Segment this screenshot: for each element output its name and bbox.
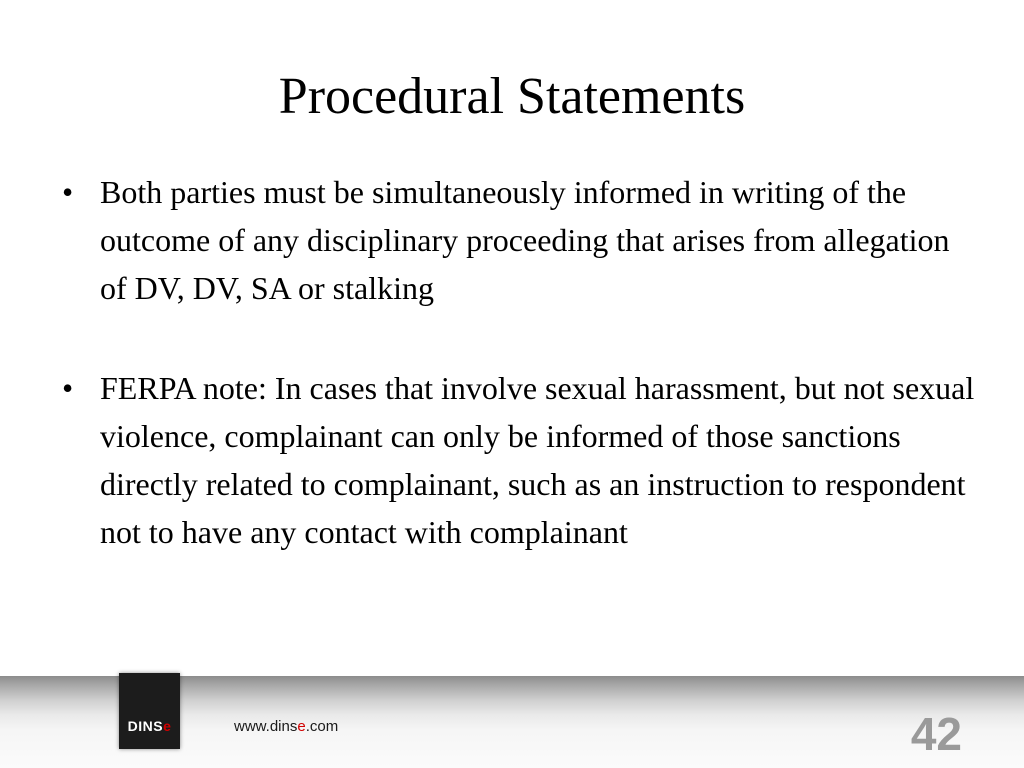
slide-title: Procedural Statements — [278, 68, 746, 125]
bullet-icon: • — [62, 370, 74, 406]
website-accent: e — [297, 718, 306, 735]
logo-text-accent: e — [163, 718, 172, 734]
logo-text — [119, 718, 180, 734]
logo-text-main: DINS — [127, 718, 164, 734]
bullet-list — [62, 168, 982, 556]
website-link[interactable] — [234, 718, 338, 735]
dinse-logo — [119, 673, 180, 749]
bullet-item — [62, 168, 982, 312]
bullet-icon: • — [62, 174, 74, 210]
page-number: 42 — [910, 708, 962, 760]
bullet-item — [62, 364, 982, 556]
bullet-text: Both parties must be simultaneously informed in writing of the outcome of any disciplinary proceeding that arises from allegation of DV, DV, SA or stalking — [100, 174, 950, 306]
website-suffix: .com — [305, 718, 339, 735]
website-prefix: www.dins — [234, 718, 298, 735]
bullet-text: FERPA note: In cases that involve sexual harassment, but not sexual violence, complainant can only be informed of those sanctions directly related to complainant, such as an instruction to respondent not to have any contact with complainant — [100, 370, 975, 550]
